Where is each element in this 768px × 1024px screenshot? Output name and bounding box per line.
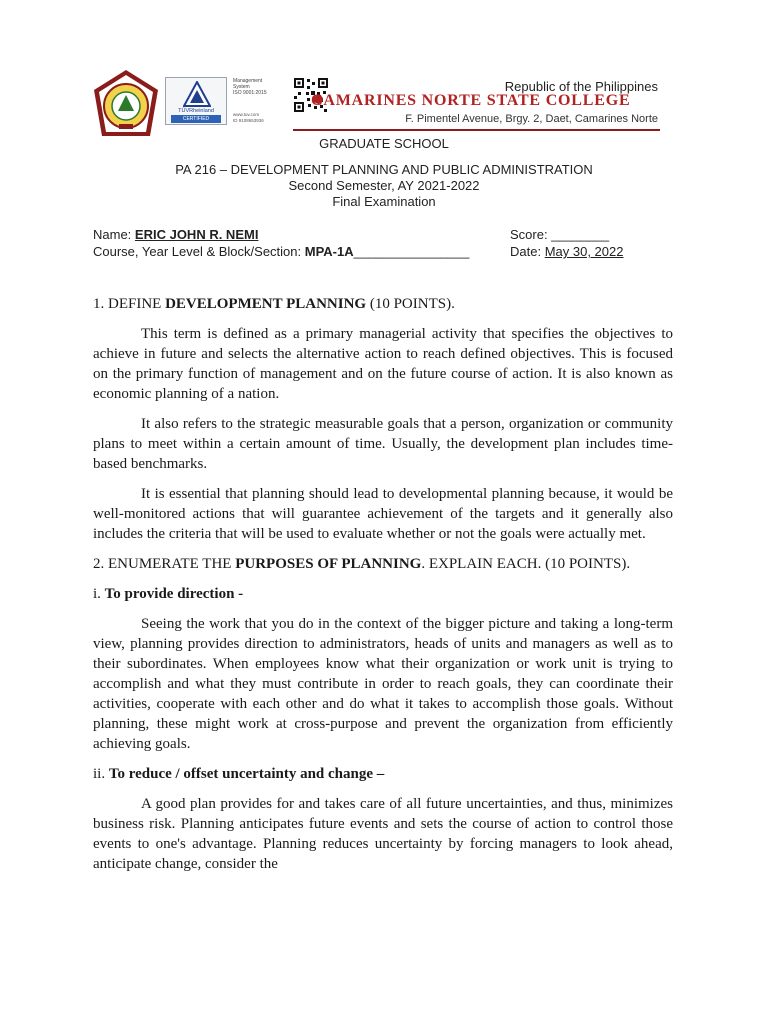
- college-name: CAMARINES NORTE STATE COLLEGE: [311, 92, 631, 109]
- management-system-text: [233, 78, 291, 96]
- section-blank: ________________: [353, 244, 470, 259]
- ms-line: ISO 9001:2015: [233, 90, 267, 96]
- purpose-heading: [93, 764, 673, 784]
- semester-line: Second Semester, AY 2021-2022: [288, 178, 480, 193]
- student-name: ERIC JOHN R. NEMI: [134, 227, 259, 242]
- exam-date: May 30, 2022: [544, 244, 624, 259]
- score-line: [510, 227, 609, 242]
- exam-type: Final Examination: [332, 194, 436, 209]
- name-label: Name:: [93, 227, 132, 242]
- ms-foot-line: ID 9108653936: [233, 117, 264, 123]
- ms-line: Management: [233, 78, 263, 84]
- ms-foot-line: www.tuv.com: [233, 112, 260, 117]
- course-label: Course, Year Level & Block/Section:: [93, 244, 302, 259]
- course-title: PA 216 – DEVELOPMENT PLANNING AND PUBLIC ADMINISTRATION: [175, 162, 593, 177]
- answer-paragraph: A good plan provides for and takes care of all future uncertainties, and thus, minimizes business risk. Planning anticipates future events and sets the course of action to control those events to one's advantage. Planning reduces uncertainty by forcing managers to look ahead, anticipate change, consider the: [93, 796, 673, 872]
- ms-line: System: [233, 84, 250, 90]
- student-section: MPA-1A: [304, 244, 354, 259]
- name-line: [93, 227, 258, 242]
- q1-prefix: 1. DEFINE: [93, 296, 166, 312]
- answer-paragraph: It is essential that planning should lead to developmental planning because, it would be well-monitored actions that will guarantee achievement of the targets and it generally also includes the criteria that will be used to evaluate whether or not the goals were actually met.: [93, 486, 673, 542]
- question-2-heading: [93, 554, 673, 574]
- republic-heading: Republic of the Philippines: [504, 79, 658, 94]
- date-line: [510, 244, 623, 259]
- purpose-title: To provide direction -: [104, 586, 244, 602]
- purpose-title: To reduce / offset uncertainty and change –: [108, 766, 385, 782]
- q2-prefix: 2. ENUMERATE THE: [93, 556, 236, 572]
- answer-paragraph: This term is defined as a primary managerial activity that specifies the objectives to achieve in future and selects the alternative action to reach defined objectives. This is focused on the primary function of management and on the future course of action. It is also known as economic planning of a nation.: [93, 326, 673, 402]
- school-name: GRADUATE SCHOOL: [319, 136, 449, 151]
- score-label: Score:: [510, 227, 548, 242]
- score-blank: ________: [551, 227, 610, 242]
- purpose-heading: [93, 584, 673, 604]
- tuv-triangle-logo: [183, 81, 211, 107]
- tuv-certified-label: CERTIFIED: [171, 115, 221, 123]
- tuv-footer-text: [233, 112, 293, 123]
- q2-topic: PURPOSES OF PLANNING: [235, 556, 422, 572]
- college-address: F. Pimentel Avenue, Brgy. 2, Daet, Camarines Norte: [405, 113, 658, 125]
- date-label: Date:: [510, 244, 542, 259]
- purpose-numeral: ii.: [93, 766, 109, 782]
- q1-topic: DEVELOPMENT PLANNING: [165, 296, 367, 312]
- exam-answers: [93, 294, 673, 874]
- header-divider: [293, 129, 660, 131]
- answer-paragraph: It also refers to the strategic measurable goals that a person, organization or community plans to meet within a certain amount of time. Usually, the development plan includes time-based benchmarks.: [93, 416, 673, 472]
- answer-paragraph: Seeing the work that you do in the context of the bigger picture and taking a long-term view, planning provides direction to administrators, heads of units and managers as well as to their subordinates. When employees know what their organization or work unit is trying to accomplish and what they must contribute in order to reach goals, they can coordinate their activities, cooperate with each other and do what it takes to accomplish those goals. Without planning, these might work at cross-purpose and prevent the organization from efficiently achieving goals.: [93, 616, 673, 752]
- purpose-numeral: i.: [93, 586, 105, 602]
- q2-suffix: . EXPLAIN EACH. (10 POINTS).: [421, 556, 631, 572]
- tuv-certification-badge: [165, 77, 227, 125]
- question-1-heading: [93, 294, 673, 314]
- tuv-brand-text: TÜVRheinland: [178, 108, 214, 114]
- q1-suffix: (10 POINTS).: [366, 296, 455, 312]
- course-line: [93, 244, 469, 259]
- college-seal-logo: [88, 68, 164, 144]
